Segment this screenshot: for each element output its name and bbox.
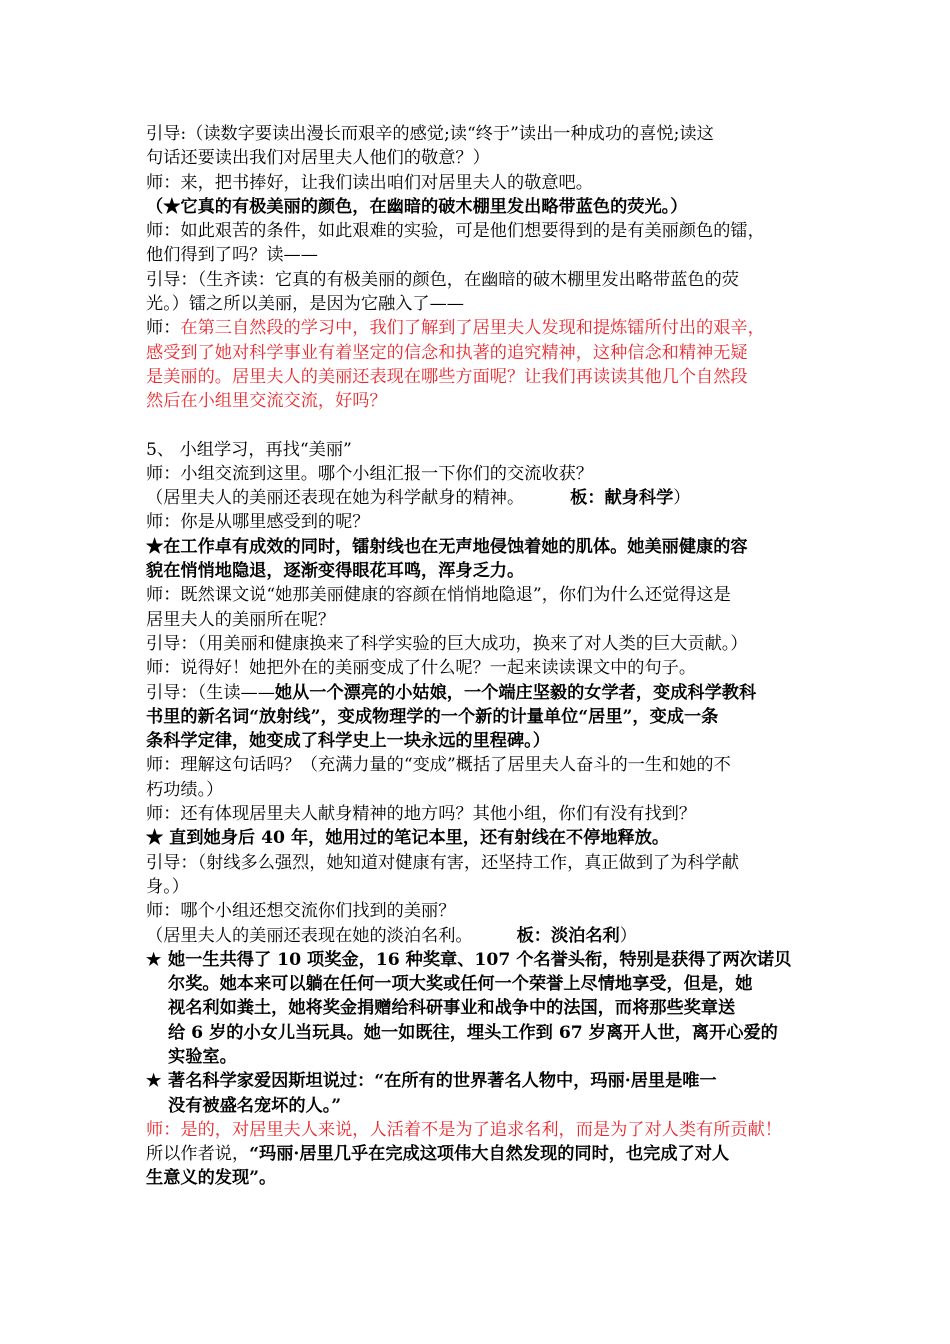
text-line: 身。） — [146, 876, 189, 897]
text-line: 师：说得好！她把外在的美丽变成了什么呢？一起来读读课文中的句子。 — [146, 658, 697, 679]
quote-line: 貌在悄悄地隐退，逐渐变得眼花耳鸣，浑身乏力。 — [146, 561, 525, 582]
text-line — [146, 1118, 816, 1142]
text-line: 引导：（用美丽和健康换来了科学实验的巨大成功，换来了对人类的巨大贡献。） — [146, 633, 748, 654]
quote-line: 尔奖。她本来可以躺在任何一项大奖或任何一个荣誉上尽情地享受，但是，她 — [168, 974, 753, 995]
text-line: 师：既然课文说“她那美丽健康的容颜在悄悄地隐退”，你们为什么还觉得这是 — [146, 585, 731, 606]
quote-line: 视名利如粪土，她将奖金捐赠给科研事业和战争中的法国，而将那些奖章送 — [168, 998, 736, 1019]
highlight-line: 感受到了她对科学事业有着坚定的信念和执著的追究精神，这种信念和精神无疑 — [146, 342, 748, 363]
document-page — [146, 122, 816, 1191]
text-line: 引导：（生齐读：它真的有极美丽的颜色，在幽暗的破木棚里发出略带蓝色的荧 — [146, 269, 739, 290]
board-note: 板：淡泊名利 — [516, 925, 620, 946]
paragraph-gap — [146, 414, 816, 438]
quote-text: 她从一个漂亮的小姑娘，一个端庄坚毅的女学者，变成科学教科 — [274, 682, 757, 703]
answer-text: （居里夫人的美丽还表现在她的淡泊名利。 — [146, 925, 473, 946]
text-line: 师：你是从哪里感受到的呢？ — [146, 512, 370, 533]
guide-prefix: 引导：（生读—— — [146, 682, 275, 703]
quote-line: 给 6 岁的小女儿当玩具。她一如既往，埋头工作到 67 岁离开人世，离开心爱的 — [168, 1022, 778, 1043]
text-line: 师：哪个小组还想交流你们找到的美丽？ — [146, 901, 456, 922]
text-line: 他们得到了吗？读—— — [146, 245, 318, 266]
text-line: 句话还要读出我们对居里夫人他们的敬意？） — [146, 148, 490, 169]
text-line: 引导:（读数字要读出漫长而艰辛的感觉;读“终于”读出一种成功的喜悦;读这 — [146, 124, 714, 144]
text-line: 光。）镭之所以美丽，是因为它融入了—— — [146, 294, 464, 315]
speaker-label: 师： — [146, 1119, 181, 1140]
highlight-line: 是美丽的。居里夫人的美丽还表现在哪些方面呢？让我们再读读其他几个自然段 — [146, 366, 748, 387]
text-line: 朽功绩。） — [146, 779, 224, 800]
text-line: 师：小组交流到这里。哪个小组汇报一下你们的交流收获？ — [146, 463, 593, 484]
quote-line: 没有被盛名宠坏的人。” — [168, 1095, 342, 1116]
text-line: 引导：（射线多么强烈，她知道对健康有害，还坚持工作，真正做到了为科学献 — [146, 852, 739, 873]
star-icon: ★ — [146, 1071, 162, 1092]
section-heading: 5、 小组学习，再找“美丽” — [146, 439, 352, 460]
star-quote-1 — [146, 948, 816, 1069]
star-quote-2 — [146, 1069, 816, 1118]
speaker-label: 师： — [146, 318, 181, 339]
quote-text: “玛丽·居里几乎在完成这项伟大自然发现的同时，也完成了对人 — [249, 1144, 730, 1165]
quote-line: ★在工作卓有成效的同时，镭射线也在无声地侵蚀着她的肌体。她美丽健康的容 — [146, 536, 748, 557]
quote-line: 书里的新名词“放射线”，变成物理学的一个新的计量单位“居里”，变成一条 — [146, 706, 719, 727]
text-line — [146, 316, 816, 340]
plain-text: 所以作者说， — [146, 1144, 250, 1165]
close-paren: ） — [673, 488, 691, 509]
star-icon: ★ — [146, 949, 162, 970]
board-note: 板：献身科学 — [570, 488, 674, 509]
quote-line: ★ 直到她身后 40 年，她用过的笔记本里，还有射线在不停地释放。 — [146, 828, 670, 849]
text-line: 居里夫人的美丽所在呢？ — [146, 609, 336, 630]
text-line — [146, 924, 816, 948]
quote-line: 实验室。 — [168, 1046, 237, 1067]
quote-line: 著名科学家爱因斯坦说过：“在所有的世界著名人物中，玛丽·居里是唯一 — [168, 1071, 717, 1092]
text-line: 师：还有体现居里夫人献身精神的地方吗？其他小组，你们有没有找到？ — [146, 804, 697, 825]
highlight-line: 然后在小组里交流交流，好吗？ — [146, 391, 387, 412]
text-line: 师：来，把书捧好，让我们读出咱们对居里夫人的敬意吧。 — [146, 172, 593, 193]
quote-line: （★它真的有极美丽的颜色，在幽暗的破木棚里发出略带蓝色的荧光。） — [146, 196, 688, 217]
answer-text: （居里夫人的美丽还表现在她为科学献身的精神。 — [146, 488, 525, 509]
close-paren: ） — [619, 925, 637, 946]
text-line — [146, 681, 816, 705]
highlight-text: 是的，对居里夫人来说，人活着不是为了追求名利，而是为了对人类有所贡献！ — [180, 1119, 782, 1140]
text-line: 师：理解这句话吗？（充满力量的“变成”概括了居里夫人奋斗的一生和她的不 — [146, 755, 731, 776]
text-line: 师：如此艰苦的条件，如此艰难的实验，可是他们想要得到的是有美丽颜色的镭， — [146, 221, 765, 242]
quote-line: 生意义的发现”。 — [146, 1168, 277, 1189]
highlight-text: 在第三自然段的学习中，我们了解到了居里夫人发现和提炼镭所付出的艰辛， — [180, 318, 765, 339]
text-line — [146, 486, 816, 510]
quote-line: 条科学定律，她变成了科学史上一块永远的里程碑。） — [146, 731, 550, 752]
text-line — [146, 1142, 816, 1166]
quote-line: 她一生共得了 10 项奖金，16 种奖章、107 个名誉头衔，特别是获得了两次诺贝 — [168, 949, 792, 970]
